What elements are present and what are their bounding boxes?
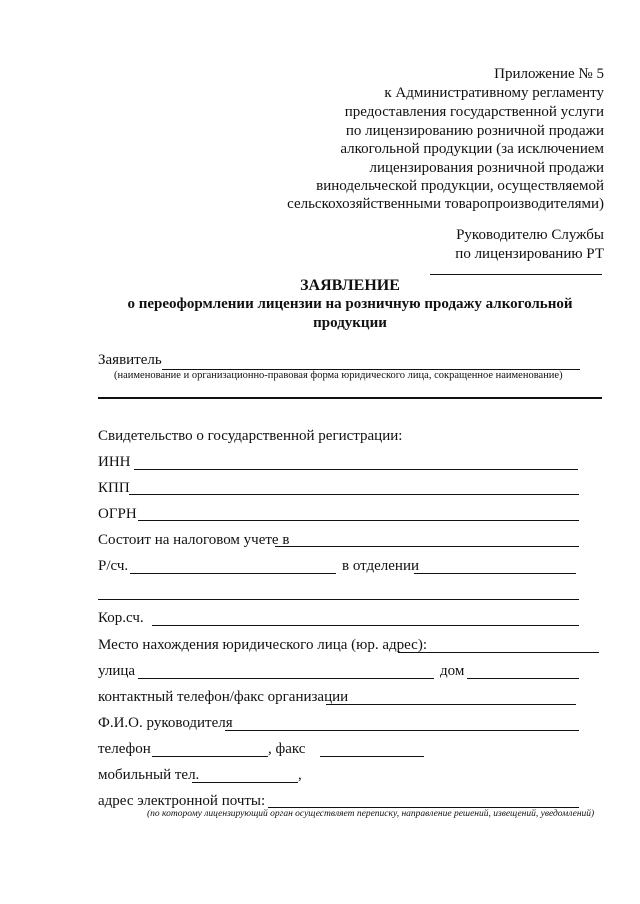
kpp-label: КПП <box>98 480 130 496</box>
document-subtitle-line-2: продукции <box>313 315 387 331</box>
ogrn-input-line[interactable] <box>138 520 579 521</box>
appendix-line-1: Приложение № 5 <box>494 66 604 82</box>
document-title: ЗАЯВЛЕНИЕ <box>300 277 400 294</box>
extra-input-line[interactable] <box>98 599 579 600</box>
street-label: улица <box>98 663 136 679</box>
corr-input-line[interactable] <box>152 625 579 626</box>
corr-label: Кор.сч. <box>98 610 144 626</box>
appendix-line-4: по лицензированию розничной продажи <box>345 123 604 139</box>
appendix-line-8: сельскохозяйственными товаропроизводителями) <box>287 196 604 212</box>
applicant-divider[interactable] <box>98 397 602 399</box>
mobile-input-line[interactable] <box>192 782 298 783</box>
kpp-input-line[interactable] <box>129 494 579 495</box>
fax-input-line[interactable] <box>320 756 424 757</box>
addressee-blank-line[interactable] <box>430 274 602 275</box>
registration-label: Свидетельство о государственной регистрации: <box>98 428 403 444</box>
account-label: Р/сч. <box>98 558 129 574</box>
contact-phone-input-line[interactable] <box>326 704 576 705</box>
phone-input-line[interactable] <box>152 756 268 757</box>
inn-input-line[interactable] <box>134 469 578 470</box>
director-label: Ф.И.О. руководителя <box>98 715 233 731</box>
inn-label: ИНН <box>98 454 131 470</box>
appendix-line-7: винодельческой продукции, осуществляемой <box>316 178 604 194</box>
mobile-comma: , <box>298 767 302 783</box>
addressee-line-1: Руководителю Службы <box>456 227 604 243</box>
house-label: дом <box>440 663 465 679</box>
document-subtitle-line-1: о переоформлении лицензии на розничную продажу алкогольной <box>127 296 573 312</box>
phone-label: телефон <box>98 741 151 757</box>
branch-label: в отделении <box>342 558 420 574</box>
location-input-line[interactable] <box>398 652 599 653</box>
account-input-line[interactable] <box>130 573 336 574</box>
appendix-line-5: алкогольной продукции (за исключением <box>340 141 604 157</box>
location-label: Место нахождения юридического лица (юр. адрес): <box>98 637 428 653</box>
mobile-label: мобильный тел. <box>98 767 200 783</box>
tax-input-line[interactable] <box>275 546 579 547</box>
director-input-line[interactable] <box>225 730 579 731</box>
appendix-line-2: к Административному регламенту <box>384 85 604 101</box>
email-hint: (по которому лицензирующий орган осуществляет переписку, направление решений, извещений, уведомлений) <box>147 809 595 819</box>
addressee-line-2: по лицензированию РТ <box>455 246 604 262</box>
contact-phone-label: контактный телефон/факс организации <box>98 689 349 705</box>
house-input-line[interactable] <box>467 678 579 679</box>
appendix-line-3: предоставления государственной услуги <box>344 104 604 120</box>
applicant-hint: (наименование и организационно-правовая форма юридического лица, сокращенное наименование) <box>114 370 563 381</box>
appendix-line-6: лицензирования розничной продажи <box>369 160 604 176</box>
street-input-line[interactable] <box>138 678 434 679</box>
branch-input-line[interactable] <box>414 573 576 574</box>
tax-label: Состоит на налоговом учете в <box>98 532 290 548</box>
fax-label: , факс <box>268 741 306 757</box>
applicant-label: Заявитель <box>98 352 162 368</box>
email-input-line[interactable] <box>268 807 579 808</box>
ogrn-label: ОГРН <box>98 506 137 522</box>
email-label: адрес электронной почты: <box>98 793 266 809</box>
